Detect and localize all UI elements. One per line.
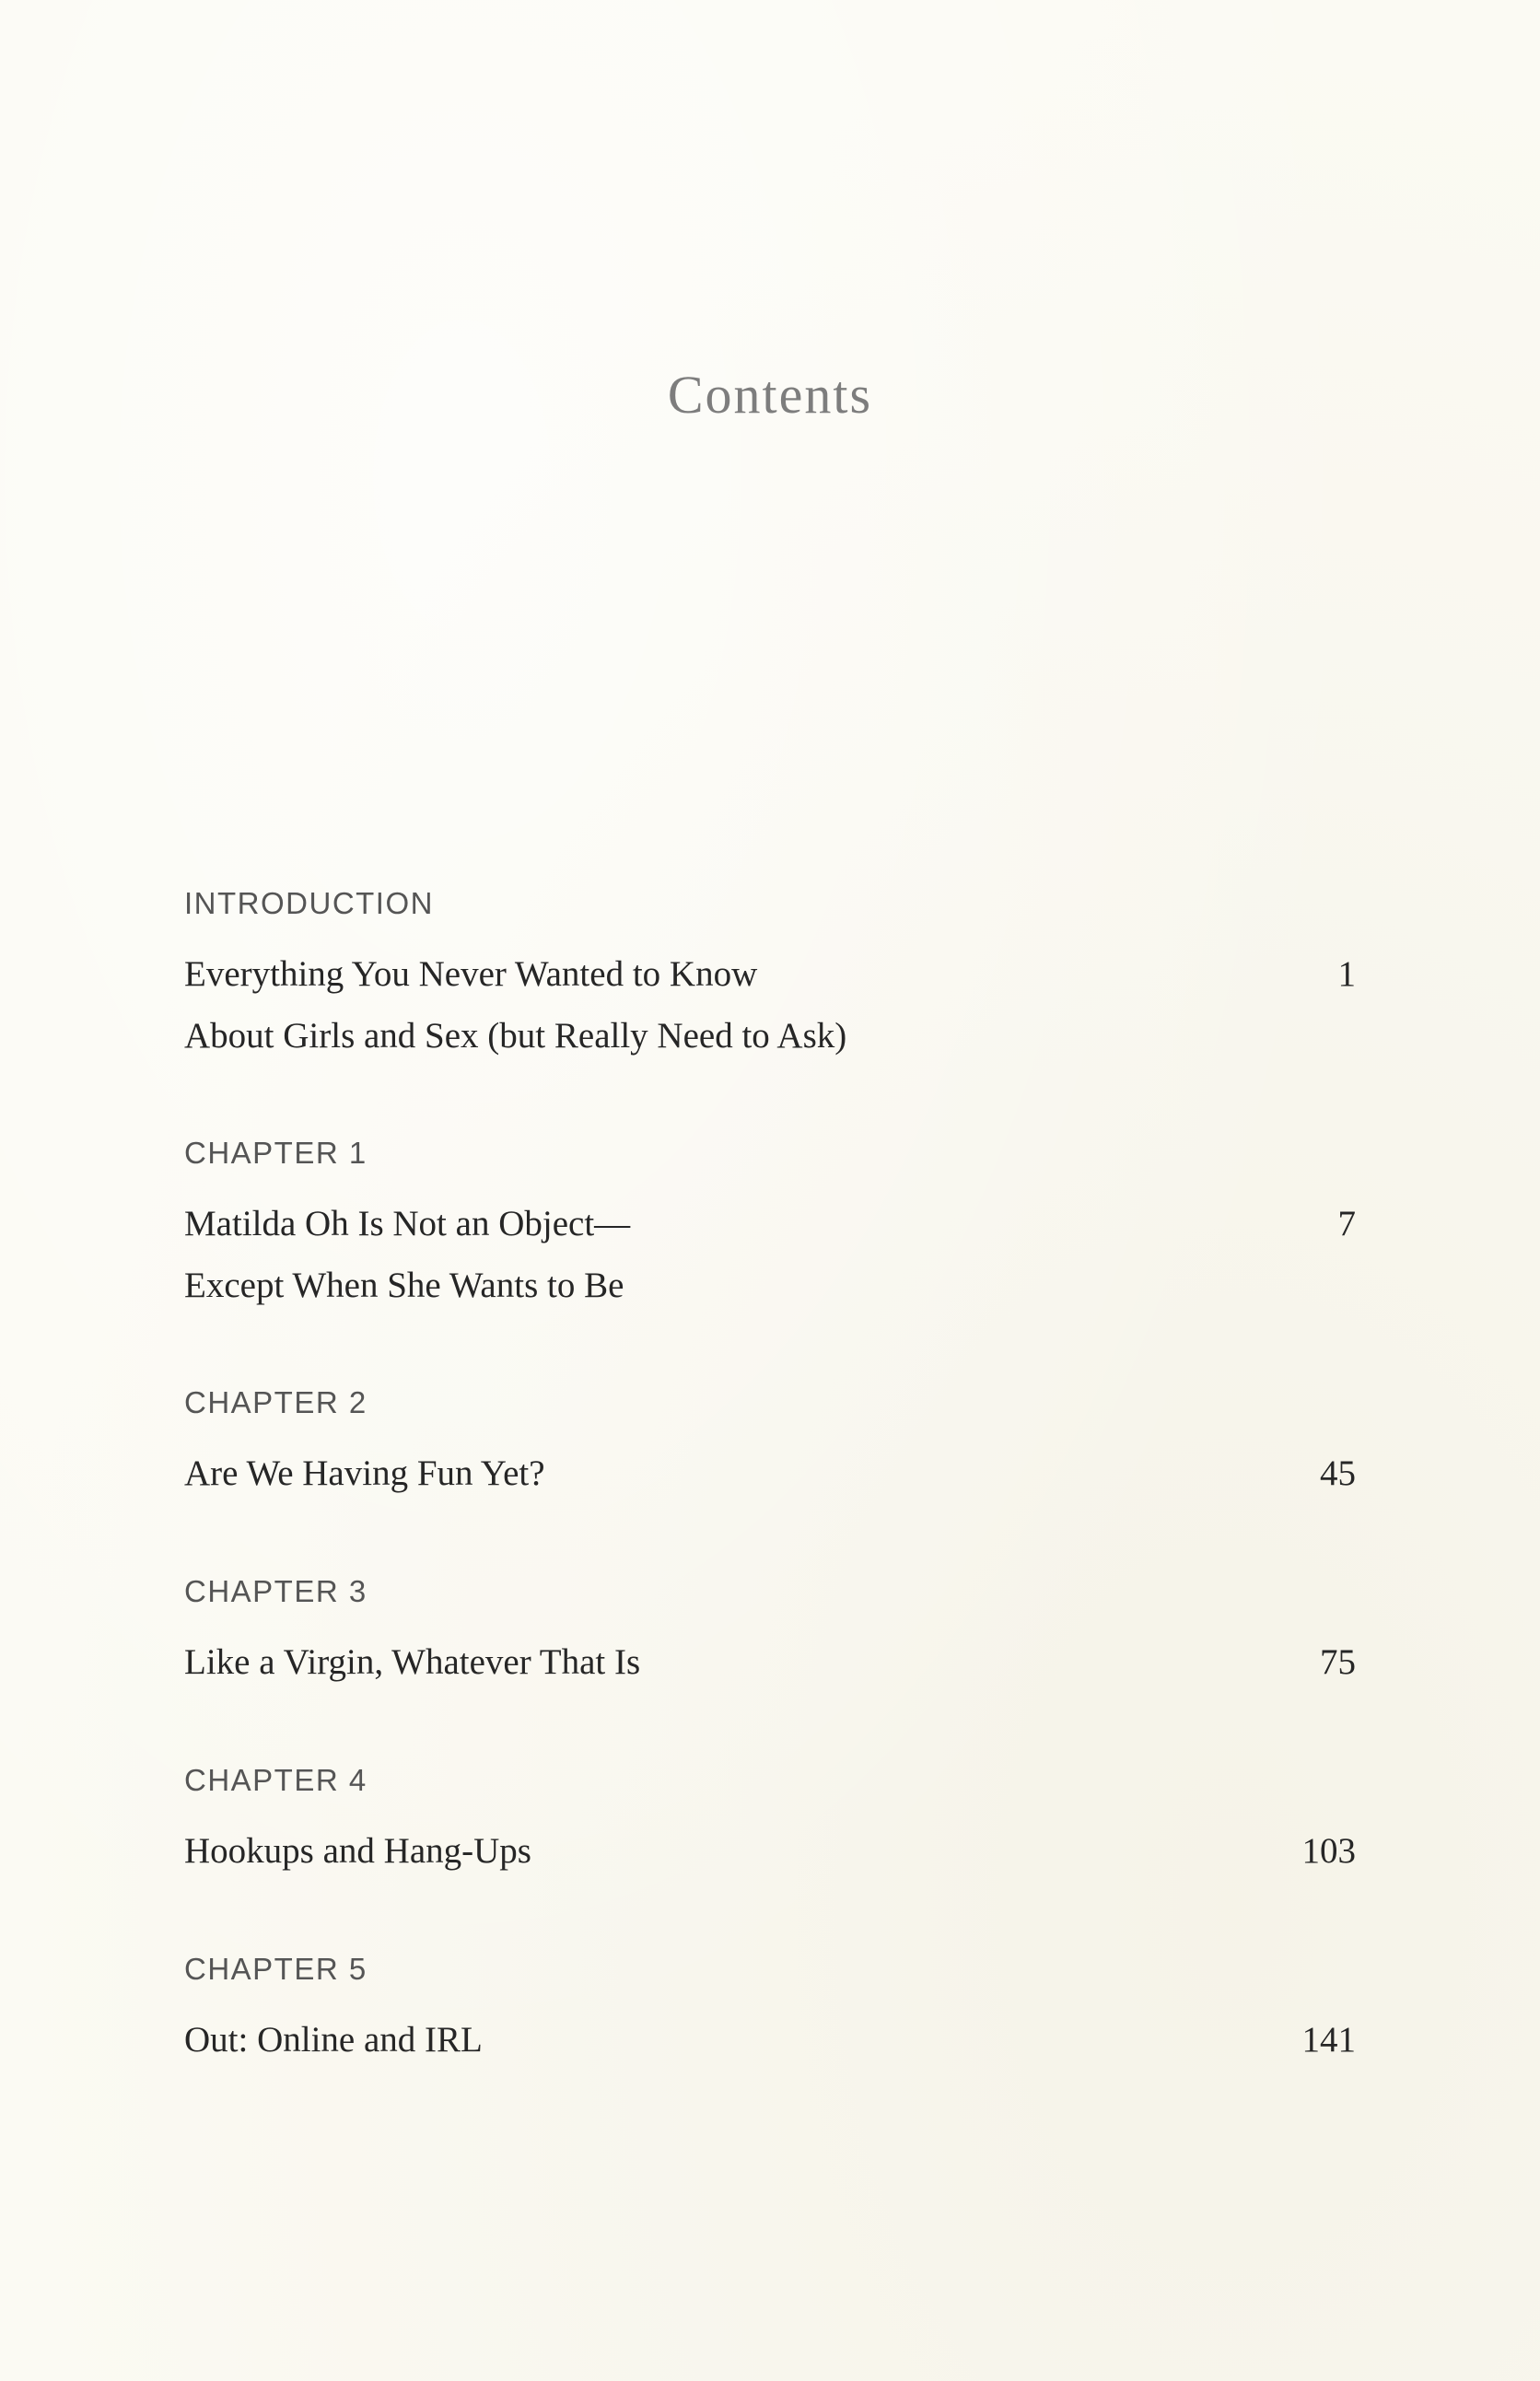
- toc-entry-title-text: Except When She Wants to Be: [184, 1266, 624, 1305]
- toc-entry-title-text: Out: Online and IRL: [184, 2020, 483, 2060]
- toc-entry-label: CHAPTER 2: [184, 1385, 368, 1419]
- toc-entry-page-number: 45: [1320, 1453, 1356, 1493]
- toc-entry-title-text: Like a Virgin, Whatever That Is: [184, 1642, 641, 1682]
- toc-entry-title-line: [184, 1442, 1356, 1504]
- toc-entry-title-text: About Girls and Sex (but Really Need to Ask): [184, 1016, 847, 1056]
- toc-entry-title-line: [184, 1820, 1356, 1882]
- toc-entry-chapter-1: [184, 1134, 1356, 1316]
- toc-entry-title-line: [184, 1193, 1356, 1255]
- toc-entry-title-text: Are We Having Fun Yet?: [184, 1453, 545, 1493]
- toc-entry-label: CHAPTER 4: [184, 1763, 368, 1797]
- toc-entry-page-number: 1: [1337, 954, 1356, 994]
- toc-entry-label: CHAPTER 3: [184, 1574, 368, 1608]
- toc-entry-page-number: 7: [1337, 1204, 1356, 1243]
- toc-entry-chapter-2: [184, 1383, 1356, 1504]
- toc-entry-title-line: [184, 943, 1356, 1005]
- table-of-contents: [184, 884, 1356, 2139]
- toc-entry-label: CHAPTER 5: [184, 1952, 368, 1986]
- toc-entry-chapter-4: [184, 1761, 1356, 1882]
- toc-entry-title-text: Everything You Never Wanted to Know: [184, 954, 758, 994]
- toc-entry-title-line: [184, 1255, 1356, 1316]
- toc-entry-page-number: 103: [1301, 1831, 1356, 1871]
- toc-entry-page-number: 141: [1301, 2020, 1356, 2060]
- toc-entry-title-text: Hookups and Hang-Ups: [184, 1831, 531, 1871]
- toc-entry-page-number: 75: [1320, 1642, 1356, 1682]
- toc-entry-title-line: [184, 2009, 1356, 2071]
- toc-entry-label: CHAPTER 1: [184, 1136, 368, 1170]
- toc-entry-chapter-3: [184, 1572, 1356, 1693]
- toc-entry-title-text: Matilda Oh Is Not an Object—: [184, 1204, 631, 1243]
- toc-entry-title-line: [184, 1005, 1356, 1067]
- toc-entry-introduction: [184, 884, 1356, 1067]
- toc-entry-title-line: [184, 1631, 1356, 1693]
- toc-entry-label: INTRODUCTION: [184, 886, 434, 920]
- toc-entry-chapter-5: [184, 1950, 1356, 2071]
- page-title: Contents: [667, 365, 873, 425]
